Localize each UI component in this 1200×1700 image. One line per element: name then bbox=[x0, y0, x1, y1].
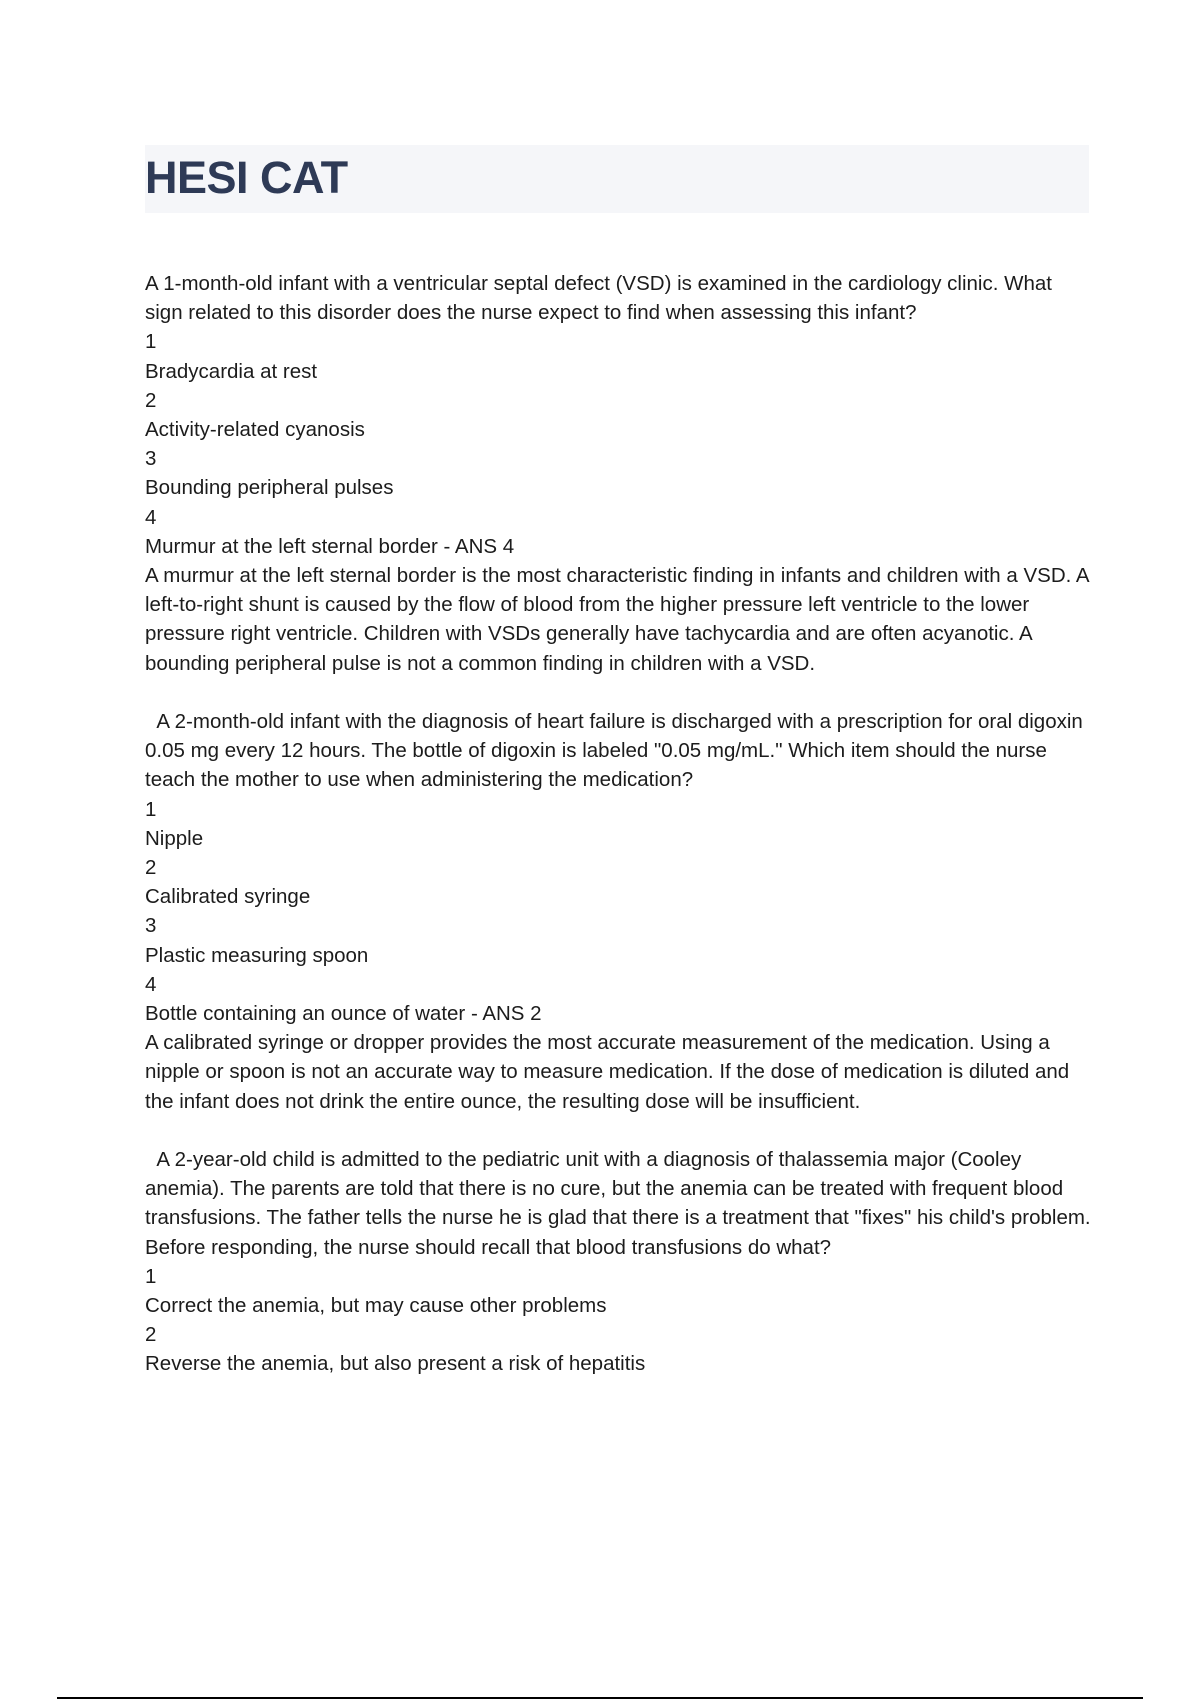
question-block-3 bbox=[145, 1145, 1097, 1379]
option-text: Activity-related cyanosis bbox=[145, 418, 365, 442]
option-number: 2 bbox=[145, 1323, 157, 1347]
option-number: 2 bbox=[145, 388, 157, 412]
option-number: 1 bbox=[145, 330, 157, 354]
answer-explanation: A calibrated syringe or dropper provides the most accurate measurement of the medication. Using a nipple or spoon is not an accurate way to measure medication. If the dose of medication is diluted and the infant does not drink the entire ounce, the resulting dose will be insufficient. bbox=[145, 1031, 1070, 1113]
option-number: 4 bbox=[145, 505, 157, 529]
answer-options bbox=[145, 327, 1091, 561]
option-number: 1 bbox=[145, 1264, 157, 1288]
question-block-2 bbox=[145, 707, 1091, 1116]
answer-explanation: A murmur at the left sternal border is the most characteristic finding in infants and children with a VSD. A left-to-right shunt is caused by the flow of blood from the higher pressure left ventricle to the lower pressure right ventricle. Children with VSDs generally have tachycardia and are often acyanotic. A bounding peripheral pulse is not a common finding in children with a VSD. bbox=[145, 564, 1089, 675]
option-text: Plastic measuring spoon bbox=[145, 943, 369, 967]
option-text-with-answer: Bottle containing an ounce of water - ANS 2 bbox=[145, 1002, 542, 1026]
option-number: 2 bbox=[145, 856, 157, 880]
option-text: Correct the anemia, but may cause other problems bbox=[145, 1294, 607, 1318]
option-text-with-answer: Murmur at the left sternal border - ANS 4 bbox=[145, 534, 515, 558]
question-block-1 bbox=[145, 269, 1091, 678]
option-text: Calibrated syringe bbox=[145, 885, 311, 909]
answer-options bbox=[145, 1262, 1091, 1379]
option-number: 4 bbox=[145, 972, 157, 996]
option-number: 1 bbox=[145, 797, 157, 821]
option-number: 3 bbox=[145, 914, 157, 938]
option-text: Bradycardia at rest bbox=[145, 359, 318, 383]
question-stem: A 2-month-old infant with the diagnosis of heart failure is discharged with a prescription for oral digoxin 0.05 mg every 12 hours. The bottle of digoxin is labeled "0.05 mg/mL." Which item should the nurse teach the mother to use when administering the medication? bbox=[145, 710, 1089, 792]
option-text: Reverse the anemia, but also present a risk of hepatitis bbox=[145, 1352, 646, 1376]
document-body bbox=[145, 269, 1097, 1408]
option-number: 3 bbox=[145, 447, 157, 471]
page-title: HESI CAT bbox=[145, 152, 348, 203]
question-stem: A 1-month-old infant with a ventricular septal defect (VSD) is examined in the cardiology clinic. What sign related to this disorder does the nurse expect to find when assessing this infant? bbox=[145, 272, 1058, 325]
option-text: Bounding peripheral pulses bbox=[145, 476, 394, 500]
option-text: Nipple bbox=[145, 826, 204, 850]
footer-divider bbox=[57, 1697, 1143, 1699]
title-band bbox=[145, 145, 1089, 213]
question-stem: A 2-year-old child is admitted to the pediatric unit with a diagnosis of thalassemia major (Cooley anemia). The parents are told that there is no cure, but the anemia can be treated with frequent blood transfusions. The father tells the nurse he is glad that there is a treatment that "fixes" his child's problem. Before responding, the nurse should recall that blood transfusions do what? bbox=[145, 1148, 1097, 1259]
answer-options bbox=[145, 795, 1091, 1029]
